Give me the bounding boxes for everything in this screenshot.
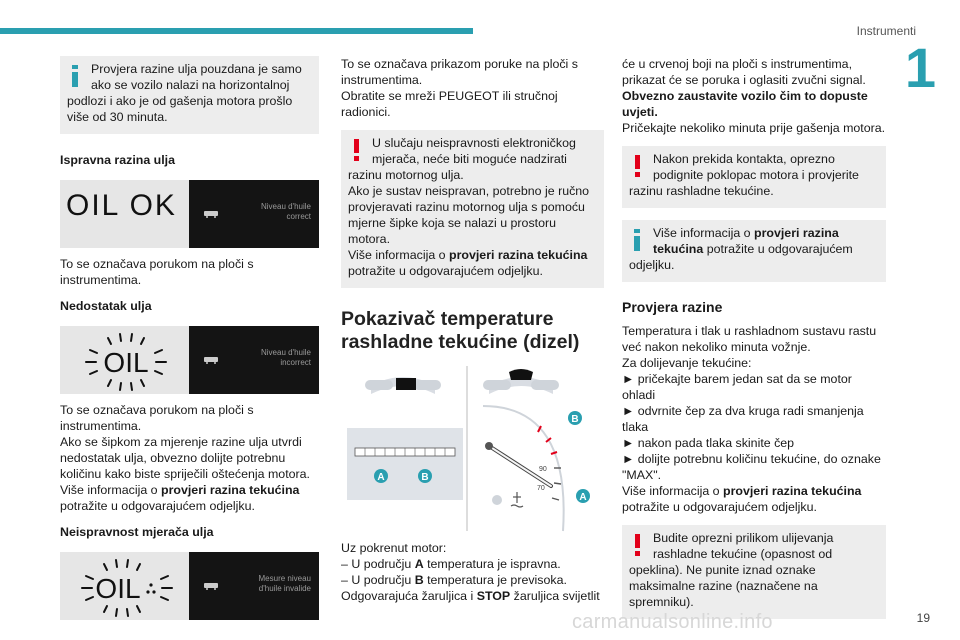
step-item: ► nakon pada tlaka skinite čep bbox=[622, 436, 795, 450]
paragraph: Ako se šipkom za mjerenje razine ulja utvrdi nedostatak ulja, obvezno dolijte potrebnu količinu kako biste spriječili oštećenja motora. bbox=[60, 435, 310, 481]
section-heading-coolant: Pokazivač temperature rashladne tekućine (dizel) bbox=[341, 308, 580, 353]
oil-fault-icon bbox=[60, 552, 189, 620]
cluster-message: Niveau d'huile incorrect bbox=[260, 348, 311, 367]
svg-text:OIL: OIL bbox=[103, 347, 149, 378]
info-text: odjeljku. bbox=[629, 258, 675, 272]
warning-icon bbox=[630, 155, 644, 177]
info-icon bbox=[630, 229, 644, 251]
info-text-line: ako se vozilo nalazi na horizontalnoj bbox=[91, 78, 290, 92]
section-title: Instrumenti bbox=[856, 24, 916, 38]
paragraph: Više informacija o provjeri razina tekućina potražite u odgovarajućem odjeljku. bbox=[60, 483, 300, 513]
info-text: podlozi i ako je od gašenja motora prošlo više od 30 minuta. bbox=[67, 94, 293, 124]
panel-low-oil bbox=[60, 326, 319, 394]
svg-text:A: A bbox=[579, 492, 587, 503]
oil-ok-display bbox=[60, 180, 189, 248]
info-text-line: Provjera razine ulja pouzdana je samo bbox=[91, 62, 302, 76]
paragraph: Odgovarajuća žaruljica i STOP žaruljica svijetlit bbox=[341, 589, 600, 603]
header-accent-bar bbox=[0, 28, 473, 34]
column-1 bbox=[60, 56, 319, 628]
cluster-message-display bbox=[189, 552, 319, 620]
paragraph: će u crvenoj boji na ploči s instrumentima, prikazat će se poruka i oglasiti zvučni signal. bbox=[622, 57, 866, 87]
cluster-message-display bbox=[189, 180, 319, 248]
column-3 bbox=[622, 56, 886, 619]
info-text-line: Više informacija o provjeri razina bbox=[653, 226, 839, 240]
warning-text-line: Nakon prekida kontakta, oprezno bbox=[653, 152, 835, 166]
warning-text: opeklina). Ne punite iznad oznake maksimalne razine (naznačene na spremniku). bbox=[629, 563, 818, 609]
info-box bbox=[60, 56, 319, 134]
car-icon bbox=[203, 208, 219, 218]
paragraph: Obvezno zaustavite vozilo čim to dopuste uvjeti. bbox=[622, 89, 868, 119]
heading-gauge-fault: Neispravnost mjerača ulja bbox=[60, 525, 214, 539]
cluster-outline-left bbox=[365, 377, 441, 394]
coolant-gauge-figure bbox=[341, 366, 604, 536]
svg-text:70: 70 bbox=[537, 485, 545, 492]
paragraph: To se označava porukom na ploči s instrumentima. bbox=[60, 403, 254, 433]
panel-gauge-fault bbox=[60, 552, 319, 620]
page-number: 19 bbox=[916, 611, 930, 625]
watermark: carmanualsonline.info bbox=[572, 611, 773, 633]
warning-text: razinu motornog ulja. bbox=[348, 168, 464, 182]
oil-ok-text: OIL OK bbox=[66, 189, 177, 222]
warning-box bbox=[622, 146, 886, 208]
warning-text: razinu rashladne tekućine. bbox=[629, 184, 774, 198]
info-text-line: tekućina potražite u odgovarajućem bbox=[653, 242, 853, 256]
oil-flashing-icon bbox=[60, 326, 189, 394]
svg-text:90: 90 bbox=[539, 466, 547, 473]
step-item: ► odvrnite čep za dva kruga radi smanjenja tlaka bbox=[622, 404, 864, 434]
paragraph: Uz pokrenut motor: bbox=[341, 541, 447, 555]
car-icon bbox=[203, 580, 219, 590]
warning-icon bbox=[630, 534, 644, 556]
heading-correct-oil: Ispravna razina ulja bbox=[60, 153, 176, 167]
column-2 bbox=[341, 56, 604, 604]
cluster-message: Mesure niveau d'huile invalide bbox=[258, 574, 311, 593]
paragraph: To se označava porukom na ploči s instrumentima. bbox=[60, 257, 254, 287]
warning-box bbox=[622, 525, 886, 619]
step-item: ► pričekajte barem jedan sat da se motor ohladi bbox=[622, 372, 852, 402]
warning-box bbox=[341, 130, 604, 288]
step-item: ► dolijte potrebnu količinu tekućine, do oznake "MAX". bbox=[622, 452, 881, 482]
paragraph: Više informacija o provjeri razina tekućina potražite u odgovarajućem odjeljku. bbox=[622, 484, 862, 514]
paragraph: Temperatura i tlak u rashladnom sustavu rastu već nakon nekoliko minuta vožnje. bbox=[622, 324, 877, 354]
cluster-outline-right bbox=[483, 369, 559, 394]
paragraph: Obratite se mreži PEUGEOT ili stručnoj radionici. bbox=[341, 89, 558, 119]
svg-text:B: B bbox=[421, 472, 429, 483]
oil-warning-display bbox=[60, 326, 189, 394]
oil-fault-display bbox=[60, 552, 189, 620]
cluster-message-display bbox=[189, 326, 319, 394]
warning-icon bbox=[349, 139, 363, 161]
paragraph: Pričekajte nekoliko minuta prije gašenja motora. bbox=[622, 121, 886, 135]
heading-low-oil: Nedostatak ulja bbox=[60, 299, 152, 313]
list-item: – U području B temperatura je previsoka. bbox=[341, 573, 567, 587]
panel-oil-ok bbox=[60, 180, 319, 248]
warning-text-line: U slučaju neispravnosti elektroničkog bbox=[372, 136, 576, 150]
svg-text:OIL: OIL bbox=[95, 573, 141, 604]
coolant-gauge-illustration bbox=[341, 366, 604, 536]
chapter-number: 1 bbox=[904, 36, 936, 99]
warning-text-line: rashladne tekućine (opasnost od bbox=[653, 547, 833, 561]
warning-text-line: Budite oprezni prilikom ulijevanja bbox=[653, 531, 834, 545]
info-box bbox=[622, 220, 886, 282]
warning-text-line: podignite poklopac motora i provjerite bbox=[653, 168, 859, 182]
paragraph: To se označava prikazom poruke na ploči s instrumentima. bbox=[341, 57, 578, 87]
info-icon bbox=[68, 65, 82, 87]
heading-level-check: Provjera razine bbox=[622, 299, 723, 315]
warning-text: Više informacija o provjeri razina tekućina potražite u odgovarajućem odjeljku. bbox=[348, 248, 588, 278]
warning-text-line: mjerača, neće biti moguće nadzirati bbox=[372, 152, 567, 166]
list-item: – U području A temperatura je ispravna. bbox=[341, 557, 561, 571]
svg-text:A: A bbox=[377, 472, 385, 483]
warning-text: Ako je sustav neispravan, potrebno je ručno provjeravati razinu motornog ulja s pomoću mjerne šipke koja se nalazi u prostoru motora. bbox=[348, 184, 590, 246]
car-icon bbox=[203, 354, 219, 364]
paragraph: Za dolijevanje tekućine: bbox=[622, 356, 752, 370]
svg-text:B: B bbox=[571, 414, 579, 425]
cluster-message: Niveau d'huile correct bbox=[260, 202, 311, 221]
